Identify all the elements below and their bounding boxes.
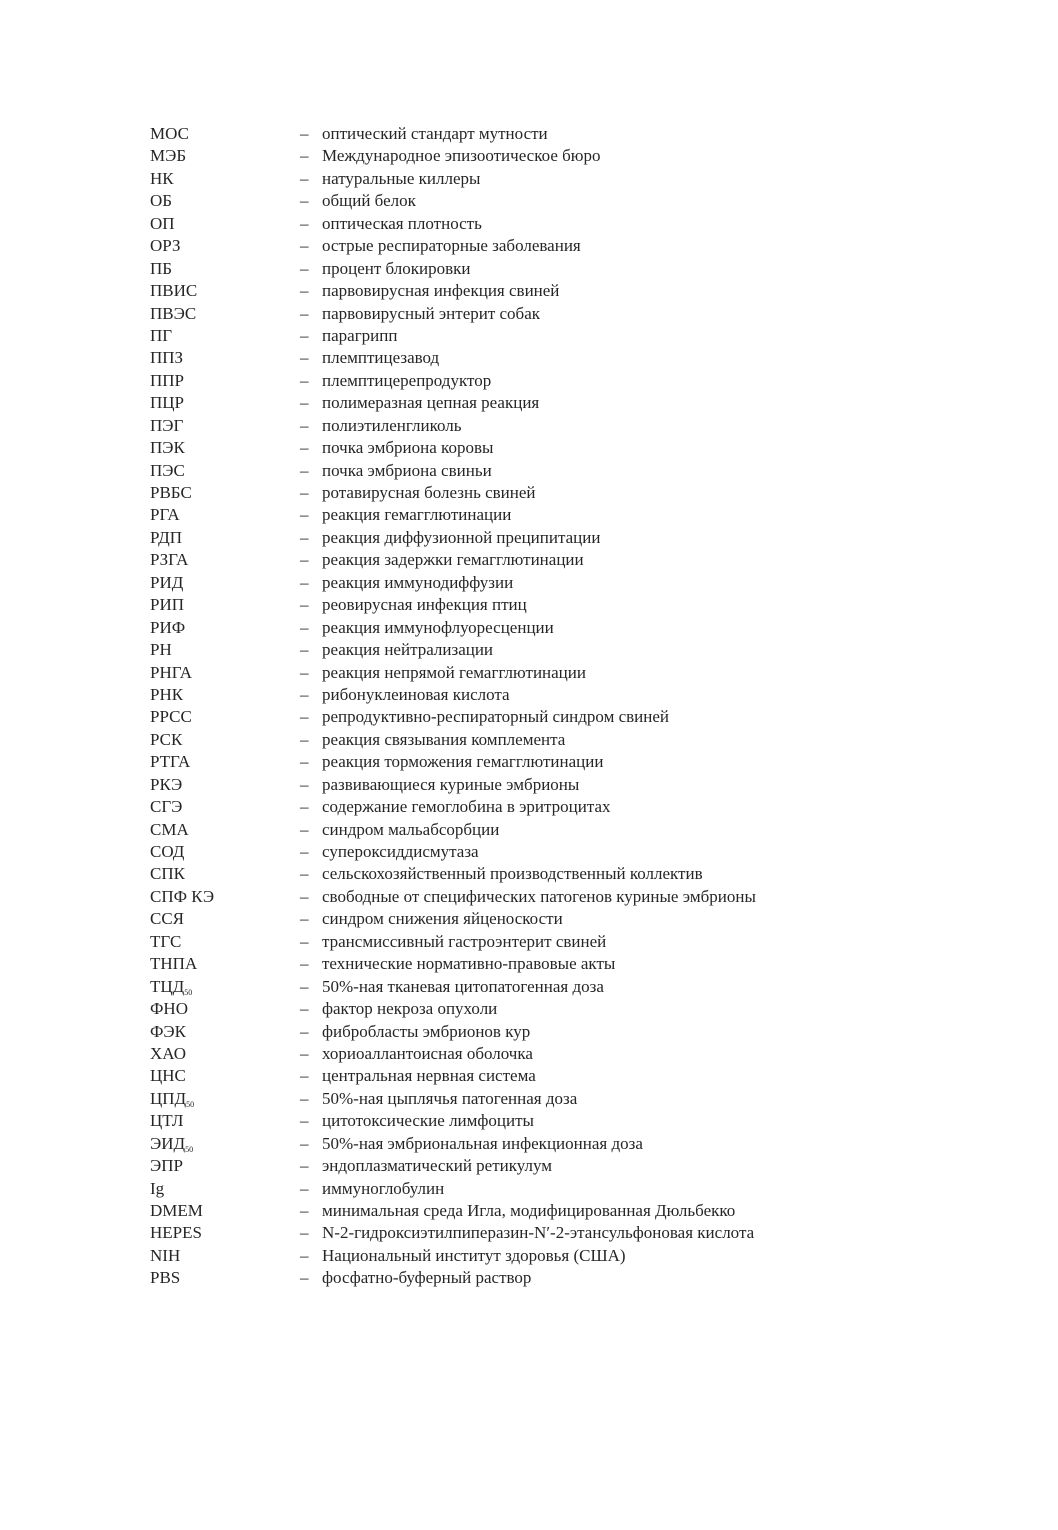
abbreviation-row (150, 1155, 970, 1177)
abbreviation-term-text: ЦПД (150, 1088, 187, 1108)
abbreviation-term (150, 684, 300, 706)
abbreviation-term (150, 1065, 300, 1087)
abbreviation-row (150, 796, 970, 818)
abbreviation-term (150, 662, 300, 684)
abbreviation-row (150, 504, 970, 526)
abbreviation-term-text: РИД (150, 572, 184, 592)
abbreviation-definition: хориоаллантоисная оболочка (322, 1043, 533, 1063)
abbreviation-term-text: NIH (150, 1245, 181, 1265)
abbreviation-definition: минимальная среда Игла, модифицированная Дюльбекко (322, 1201, 736, 1220)
dash-separator: – (300, 527, 309, 547)
abbreviation-term-text: ЦНС (150, 1066, 186, 1086)
abbreviation-definition: синдром снижения яйценоскости (322, 909, 563, 929)
abbreviation-term-text: ПВЭС (150, 303, 197, 323)
abbreviation-term-text: ТЦД (150, 976, 185, 996)
abbreviation-term-text: ПЭК (150, 438, 185, 458)
abbreviation-definition: реакция непрямой гемагглютинации (322, 662, 586, 682)
dash-separator: – (300, 684, 309, 704)
abbreviation-term-text: ЭИД (150, 1133, 186, 1153)
abbreviation-row (150, 1021, 970, 1043)
abbreviation-definition: фактор некроза опухоли (322, 999, 498, 1019)
abbreviation-term (150, 1088, 300, 1110)
abbreviation-row (150, 482, 970, 504)
abbreviation-definition: рибонуклеиновая кислота (322, 684, 510, 704)
abbreviation-definition: Национальный институт здоровья (США) (322, 1245, 626, 1265)
abbreviation-term-text: РН (150, 640, 172, 660)
abbreviation-term (150, 1043, 300, 1065)
dash-separator: – (300, 146, 309, 166)
abbreviation-definition: реакция гемагглютинации (322, 505, 512, 525)
dash-separator: – (300, 999, 309, 1019)
dash-separator: – (300, 258, 309, 278)
dash-separator: – (300, 931, 309, 951)
abbreviation-row (150, 931, 970, 953)
abbreviation-row (150, 460, 970, 482)
abbreviation-row (150, 729, 970, 751)
abbreviation-term-text: ППР (150, 370, 185, 390)
abbreviation-term-text: ОП (150, 213, 175, 233)
abbreviation-term (150, 392, 300, 414)
dash-separator: – (300, 1021, 309, 1041)
abbreviation-definition: супероксиддисмутаза (322, 842, 479, 861)
abbreviation-term-text: РГА (150, 505, 180, 525)
abbreviation-definition: фибробласты эмбрионов кур (322, 1021, 531, 1041)
abbreviation-term (150, 504, 300, 526)
dash-separator: – (300, 415, 309, 435)
abbreviation-row (150, 1110, 970, 1132)
abbreviation-definition: технические нормативно-правовые акты (322, 954, 616, 974)
abbreviation-term (150, 1110, 300, 1132)
dash-separator: – (300, 348, 309, 368)
abbreviation-term (150, 841, 300, 863)
dash-separator: – (300, 1043, 309, 1063)
abbreviation-term-text: СОД (150, 842, 185, 861)
abbreviation-term (150, 303, 300, 325)
dash-separator: – (300, 1133, 309, 1153)
abbreviation-definition: реакция торможения гемагглютинации (322, 752, 604, 772)
abbreviation-definition: 50%-ная цыплячья патогенная доза (322, 1088, 578, 1108)
abbreviation-term (150, 706, 300, 728)
dash-separator: – (300, 550, 309, 570)
abbreviation-row (150, 123, 970, 145)
abbreviation-term-text: DMEM (150, 1201, 203, 1220)
dash-separator: – (300, 325, 309, 345)
abbreviation-term (150, 213, 300, 235)
dash-separator: – (300, 281, 309, 301)
abbreviation-term-text: ЦТЛ (150, 1111, 184, 1131)
abbreviation-row (150, 168, 970, 190)
abbreviation-term (150, 460, 300, 482)
abbreviation-row (150, 751, 970, 773)
abbreviation-row (150, 1222, 970, 1244)
abbreviation-term (150, 145, 300, 167)
abbreviation-row (150, 998, 970, 1020)
abbreviation-term (150, 437, 300, 459)
abbreviation-row (150, 392, 970, 414)
abbreviation-term (150, 729, 300, 751)
dash-separator: – (300, 954, 309, 974)
abbreviation-row (150, 527, 970, 549)
abbreviation-term-text: РИФ (150, 617, 186, 637)
abbreviation-term-text: PBS (150, 1268, 181, 1288)
abbreviation-row (150, 617, 970, 639)
abbreviation-row (150, 347, 970, 369)
abbreviation-term-text: РРСС (150, 707, 192, 727)
abbreviation-definition: синдром мальабсорбции (322, 819, 500, 839)
abbreviation-definition: эндоплазматический ретикулум (322, 1156, 553, 1176)
abbreviation-term (150, 886, 300, 908)
abbreviation-row (150, 1065, 970, 1087)
abbreviation-term-text: РИП (150, 595, 185, 615)
abbreviation-term-text: ФНО (150, 999, 188, 1019)
dash-separator: – (300, 1223, 309, 1243)
dash-separator: – (300, 729, 309, 749)
abbreviation-row (150, 863, 970, 885)
dash-separator: – (300, 1201, 309, 1220)
abbreviation-row (150, 303, 970, 325)
abbreviation-definition: развивающиеся куриные эмбрионы (322, 774, 580, 794)
abbreviation-term (150, 931, 300, 953)
abbreviation-term-text: РВБС (150, 483, 192, 502)
abbreviation-row (150, 235, 970, 257)
abbreviation-subscript: 50 (184, 987, 193, 997)
dash-separator: – (300, 886, 309, 906)
abbreviation-definition: иммуноглобулин (322, 1178, 445, 1198)
dash-separator: – (300, 662, 309, 682)
abbreviation-term (150, 796, 300, 818)
abbreviation-definition: почка эмбриона коровы (322, 438, 494, 458)
dash-separator: – (300, 213, 309, 233)
abbreviation-definition: свободные от специфических патогенов куриные эмбрионы (322, 886, 756, 906)
abbreviation-row (150, 415, 970, 437)
abbreviation-term (150, 258, 300, 280)
abbreviation-term (150, 347, 300, 369)
abbreviation-row (150, 145, 970, 167)
abbreviation-definition: 50%-ная эмбриональная инфекционная доза (322, 1133, 643, 1153)
abbreviation-definition: реовирусная инфекция птиц (322, 595, 527, 615)
abbreviation-row (150, 1133, 970, 1155)
abbreviation-definition: парвовирусная инфекция свиней (322, 281, 560, 301)
abbreviation-term (150, 594, 300, 616)
abbreviation-term (150, 953, 300, 975)
abbreviation-definition: трансмиссивный гастроэнтерит свиней (322, 931, 607, 951)
abbreviation-definition: реакция задержки гемагглютинации (322, 550, 584, 570)
dash-separator: – (300, 483, 309, 502)
abbreviation-row (150, 370, 970, 392)
abbreviation-term-text: ПГ (150, 325, 173, 345)
abbreviation-term-text: ЭПР (150, 1156, 183, 1176)
abbreviation-row (150, 1178, 970, 1200)
abbreviation-term (150, 976, 300, 998)
abbreviation-term-text: ПЦР (150, 393, 185, 413)
abbreviation-term (150, 1200, 300, 1222)
dash-separator: – (300, 460, 309, 480)
abbreviation-row (150, 549, 970, 571)
dash-separator: – (300, 797, 309, 817)
dash-separator: – (300, 370, 309, 390)
abbreviation-row (150, 258, 970, 280)
abbreviation-term-text: ССЯ (150, 909, 185, 929)
dash-separator: – (300, 595, 309, 615)
abbreviation-row (150, 1088, 970, 1110)
dash-separator: – (300, 774, 309, 794)
abbreviation-term (150, 639, 300, 661)
abbreviation-definition: 50%-ная тканевая цитопатогенная доза (322, 976, 604, 996)
dash-separator: – (300, 1178, 309, 1198)
abbreviation-term (150, 549, 300, 571)
abbreviation-term-text: ПБ (150, 258, 173, 278)
abbreviation-definition: содержание гемоглобина в эритроцитах (322, 797, 611, 817)
abbreviation-definition: репродуктивно-респираторный синдром свиней (322, 707, 670, 727)
abbreviation-definition: процент блокировки (322, 258, 471, 278)
abbreviation-term-text: СМА (150, 819, 189, 839)
abbreviation-definition: ротавирусная болезнь свиней (322, 483, 536, 502)
dash-separator: – (300, 393, 309, 413)
dash-separator: – (300, 819, 309, 839)
abbreviation-term (150, 415, 300, 437)
abbreviation-term (150, 1133, 300, 1155)
dash-separator: – (300, 1088, 309, 1108)
dash-separator: – (300, 842, 309, 861)
abbreviation-definition: реакция нейтрализации (322, 640, 494, 660)
abbreviation-row (150, 325, 970, 347)
abbreviation-definition: реакция диффузионной преципитации (322, 527, 601, 547)
abbreviation-row (150, 639, 970, 661)
dash-separator: – (300, 124, 309, 143)
abbreviation-row (150, 190, 970, 212)
abbreviation-row (150, 594, 970, 616)
dash-separator: – (300, 1156, 309, 1176)
abbreviation-term-text: РДП (150, 527, 183, 547)
dash-separator: – (300, 438, 309, 458)
abbreviation-term-text: ПЭГ (150, 415, 184, 435)
abbreviation-term (150, 168, 300, 190)
abbreviation-term-text: ТГС (150, 931, 182, 951)
abbreviation-term (150, 617, 300, 639)
dash-separator: – (300, 1066, 309, 1086)
abbreviation-definition: сельскохозяйственный производственный коллектив (322, 864, 703, 884)
dash-separator: – (300, 1245, 309, 1265)
abbreviation-term-text: Ig (150, 1178, 165, 1198)
abbreviation-term (150, 572, 300, 594)
abbreviation-row (150, 953, 970, 975)
abbreviation-row (150, 280, 970, 302)
abbreviation-row (150, 1245, 970, 1267)
abbreviation-definition: натуральные киллеры (322, 168, 481, 188)
dash-separator: – (300, 1268, 309, 1288)
abbreviation-definition: оптический стандарт мутности (322, 124, 548, 143)
abbreviation-term (150, 1245, 300, 1267)
abbreviation-row (150, 886, 970, 908)
abbreviation-term (150, 190, 300, 212)
abbreviation-term-text: ПВИС (150, 281, 198, 301)
abbreviation-term-text: ФЭК (150, 1021, 186, 1041)
abbreviation-term (150, 1267, 300, 1289)
abbreviation-term-text: МЭБ (150, 146, 187, 166)
abbreviation-term-text: HEPES (150, 1223, 202, 1243)
dash-separator: – (300, 303, 309, 323)
abbreviation-definition: реакция иммунодиффузии (322, 572, 514, 592)
dash-separator: – (300, 236, 309, 256)
abbreviation-definition: полиэтиленгликоль (322, 415, 462, 435)
abbreviation-term (150, 482, 300, 504)
dash-separator: – (300, 168, 309, 188)
abbreviation-term-text: ХАО (150, 1043, 186, 1063)
abbreviation-term (150, 751, 300, 773)
dash-separator: – (300, 572, 309, 592)
abbreviation-term-text: ОБ (150, 191, 173, 211)
abbreviation-row (150, 976, 970, 998)
abbreviation-term (150, 1155, 300, 1177)
abbreviation-term (150, 325, 300, 347)
abbreviation-term-text: РНГА (150, 662, 192, 682)
abbreviation-definition: полимеразная цепная реакция (322, 393, 540, 413)
abbreviation-row (150, 1267, 970, 1289)
dash-separator: – (300, 864, 309, 884)
abbreviation-term-text: НК (150, 168, 174, 188)
abbreviation-term (150, 774, 300, 796)
dash-separator: – (300, 191, 309, 211)
abbreviation-row (150, 706, 970, 728)
abbreviation-term (150, 998, 300, 1020)
dash-separator: – (300, 976, 309, 996)
abbreviation-term-text: ТНПА (150, 954, 198, 974)
abbreviation-term (150, 123, 300, 145)
dash-separator: – (300, 1111, 309, 1131)
abbreviation-definition: реакция связывания комплемента (322, 729, 566, 749)
abbreviation-row (150, 213, 970, 235)
abbreviation-term-text: ОРЗ (150, 236, 181, 256)
abbreviation-term (150, 235, 300, 257)
abbreviation-row (150, 1200, 970, 1222)
abbreviation-term-text: СПК (150, 864, 185, 884)
abbreviation-row (150, 774, 970, 796)
abbreviation-term (150, 1178, 300, 1200)
abbreviation-definition: племптицерепродуктор (322, 370, 492, 390)
abbreviation-definition: реакция иммунофлуоресценции (322, 617, 554, 637)
abbreviation-term-text: ПЭС (150, 460, 185, 480)
abbreviation-definition: N-2-гидроксиэтилпиперазин-N′-2-этансульфоновая кислота (322, 1223, 755, 1243)
abbreviation-list (150, 123, 970, 1290)
abbreviation-term (150, 908, 300, 930)
abbreviation-term-text: СПФ КЭ (150, 886, 215, 906)
abbreviation-definition: острые респираторные заболевания (322, 236, 581, 256)
abbreviation-term-text: РТГА (150, 752, 191, 772)
abbreviation-row (150, 1043, 970, 1065)
abbreviation-definition: общий белок (322, 191, 416, 211)
abbreviation-row (150, 684, 970, 706)
abbreviation-row (150, 841, 970, 863)
abbreviation-term-text: РЗГА (150, 550, 189, 570)
abbreviation-row (150, 819, 970, 841)
dash-separator: – (300, 505, 309, 525)
dash-separator: – (300, 752, 309, 772)
abbreviation-definition: Международное эпизоотическое бюро (322, 146, 601, 166)
abbreviation-term (150, 1222, 300, 1244)
abbreviation-row (150, 662, 970, 684)
abbreviation-term-text: РКЭ (150, 774, 183, 794)
abbreviation-definition: цитотоксические лимфоциты (322, 1111, 534, 1131)
abbreviation-definition: оптическая плотность (322, 213, 482, 233)
abbreviation-term (150, 863, 300, 885)
abbreviation-term (150, 280, 300, 302)
abbreviation-term-text: СГЭ (150, 797, 183, 817)
abbreviation-definition: парагрипп (322, 325, 398, 345)
dash-separator: – (300, 909, 309, 929)
abbreviation-term (150, 819, 300, 841)
abbreviation-subscript: 50 (186, 1099, 195, 1109)
dash-separator: – (300, 707, 309, 727)
abbreviation-term-text: ППЗ (150, 348, 184, 368)
dash-separator: – (300, 640, 309, 660)
abbreviation-row (150, 437, 970, 459)
abbreviation-definition: фосфатно-буферный раствор (322, 1268, 532, 1288)
abbreviation-row (150, 572, 970, 594)
abbreviation-term (150, 527, 300, 549)
abbreviation-definition: центральная нервная система (322, 1066, 536, 1086)
abbreviation-row (150, 908, 970, 930)
abbreviation-definition: почка эмбриона свиньи (322, 460, 492, 480)
abbreviation-term (150, 370, 300, 392)
abbreviation-term-text: РНК (150, 684, 184, 704)
abbreviation-subscript: 50 (185, 1144, 194, 1154)
abbreviation-definition: парвовирусный энтерит собак (322, 303, 541, 323)
abbreviation-term-text: РСК (150, 729, 183, 749)
abbreviation-term-text: МОС (150, 124, 189, 143)
abbreviation-definition: племптицезавод (322, 348, 440, 368)
dash-separator: – (300, 617, 309, 637)
abbreviation-term (150, 1021, 300, 1043)
